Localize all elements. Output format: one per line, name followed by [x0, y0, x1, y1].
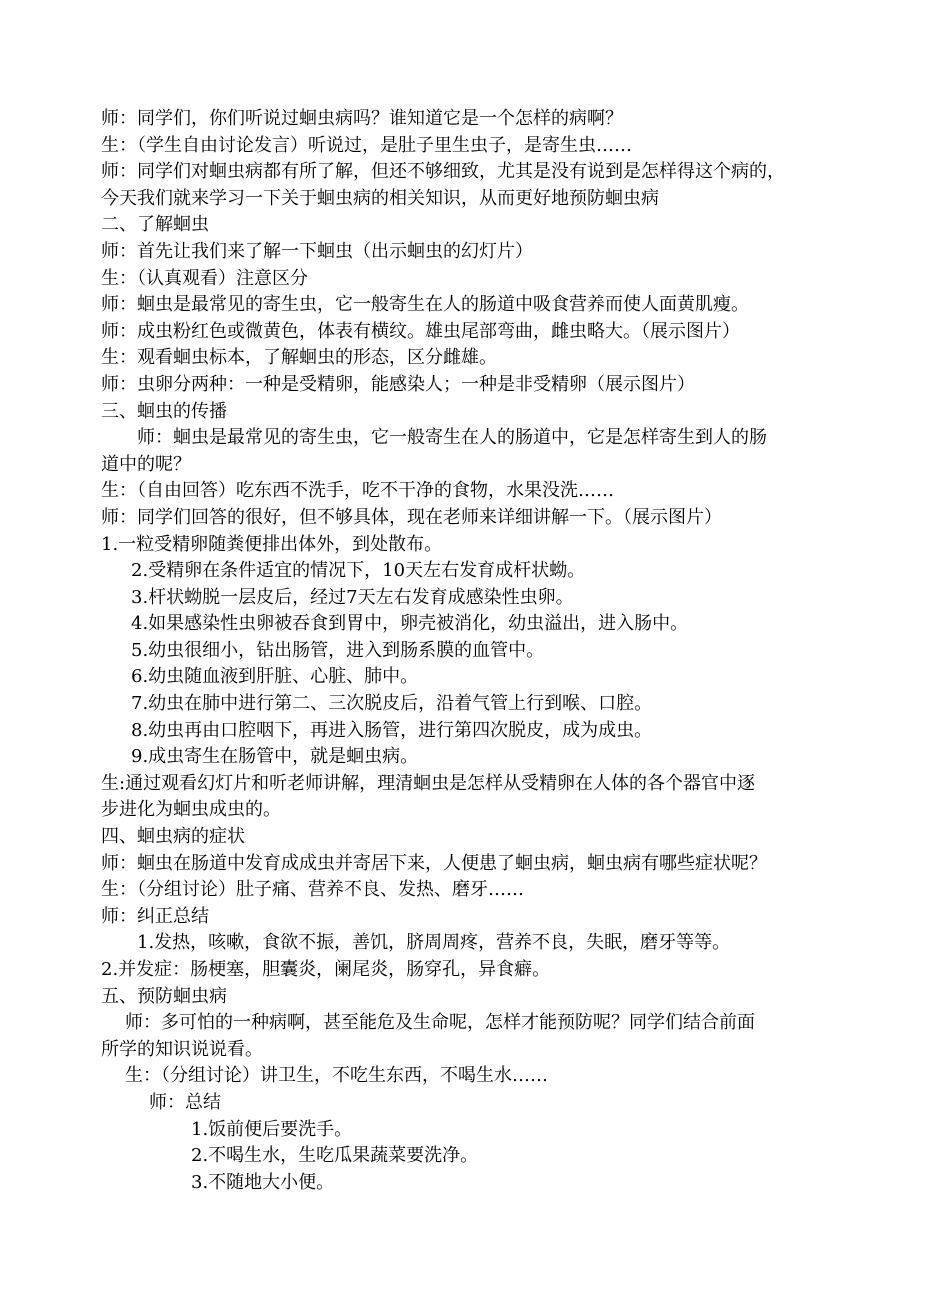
list-item: 3.不随地大小便。 [191, 1171, 335, 1193]
text-line: 所学的知识说说看。 [101, 1038, 263, 1060]
text-line: 师：蛔虫在肠道中发育成成虫并寄居下来，人便患了蛔虫病，蛔虫病有哪些症状呢？ [101, 852, 767, 874]
text-line: 师：多可怕的一种病啊，甚至能危及生命呢，怎样才能预防呢？同学们结合前面 [125, 1012, 755, 1034]
text-line: 师：成虫粉红色或微黄色，体表有横纹。雄虫尾部弯曲，雌虫略大。（展示图片） [101, 320, 740, 342]
text-line: 师：首先让我们来了解一下蛔虫（出示蛔虫的幻灯片） [101, 240, 533, 262]
section-heading: 二、了解蛔虫 [101, 214, 209, 236]
text-line: 今天我们就来学习一下关于蛔虫病的相关知识，从而更好地预防蛔虫病 [101, 187, 659, 209]
list-item: 2.不喝生水，生吃瓜果蔬菜要洗净。 [191, 1145, 479, 1167]
text-line: 师：同学们，你们听说过蛔虫病吗？谁知道它是一个怎样的病啊？ [101, 108, 623, 129]
list-item: 5.幼虫很细小，钻出肠管，进入到肠系膜的血管中。 [131, 639, 545, 661]
text-line: 师：同学们对蛔虫病都有所了解，但还不够细致，尤其是没有说到是怎样得这个病的， [101, 161, 785, 183]
text-line: 师：纠正总结 [101, 905, 209, 927]
list-item: 9.成虫寄生在肠管中，就是蛔虫病。 [131, 746, 419, 768]
list-item: 6.幼虫随血液到肝脏、心脏、肺中。 [131, 666, 419, 688]
list-item: 4.如果感染性虫卵被吞食到胃中，卵壳被消化，幼虫溢出，进入肠中。 [131, 613, 689, 635]
text-line: 师：蛔虫是最常见的寄生虫，它一般寄生在人的肠道中吸食营养而使人面黄肌瘦。 [101, 294, 749, 316]
document-body [101, 106, 861, 1196]
text-line: 师：虫卵分两种：一种是受精卵，能感染人；一种是非受精卵（展示图片） [101, 373, 695, 395]
text-line: 生：（分组讨论）讲卫生，不吃生东西，不喝生水…… [125, 1065, 548, 1087]
list-item: 2.并发症：肠梗塞，胆囊炎，阑尾炎，肠穿孔，异食癖。 [101, 959, 551, 980]
list-item: 1.一粒受精卵随粪便排出体外，到处散布。 [101, 533, 443, 555]
section-heading: 四、蛔虫病的症状 [101, 826, 245, 848]
list-item: 7.幼虫在肺中进行第二、三次脱皮后，沿着气管上行到喉、口腔。 [131, 693, 653, 715]
text-line: 师：同学们回答的很好，但不够具体，现在老师来详细讲解一下。（展示图片） [101, 506, 722, 528]
list-item: 3.杆状蚴脱一层皮后，经过7天左右发育成感染性虫卵。 [131, 586, 574, 608]
text-line: 生：观看蛔虫标本，了解蛔虫的形态，区分雌雄。 [101, 347, 497, 369]
text-line: 道中的呢？ [101, 453, 191, 475]
text-line: 生：（认真观看）注意区分 [101, 267, 308, 289]
section-heading: 三、蛔虫的传播 [101, 400, 227, 422]
text-line: 生：（分组讨论）肚子痛、营养不良、发热、磨牙…… [101, 879, 524, 901]
text-line: 生:通过观看幻灯片和听老师讲解，理清蛔虫是怎样从受精卵在人体的各个器官中逐 [101, 772, 756, 794]
list-item: 1.饭前便后要洗手。 [191, 1118, 353, 1140]
text-line: 师：总结 [149, 1091, 221, 1113]
list-item: 8.幼虫再由口腔咽下，再进入肠管，进行第四次脱皮，成为成虫。 [131, 719, 653, 741]
list-item: 2.受精卵在条件适宜的情况下，10天左右发育成杆状蚴。 [131, 560, 586, 582]
text-line: 步进化为蛔虫成虫的。 [101, 799, 281, 821]
text-line: 师：蛔虫是最常见的寄生虫，它一般寄生在人的肠道中，它是怎样寄生到人的肠 [137, 427, 767, 449]
text-line: 生：（自由回答）吃东西不洗手，吃不干净的食物，水果没洗…… [101, 480, 614, 502]
text-line: 生：（学生自由讨论发言）听说过，是肚子里生虫子，是寄生虫…… [101, 134, 632, 156]
section-heading: 五、预防蛔虫病 [101, 985, 227, 1007]
list-item: 1.发热，咳嗽，食欲不振，善饥，脐周周疼，营养不良，失眠，磨牙等等。 [137, 932, 731, 954]
